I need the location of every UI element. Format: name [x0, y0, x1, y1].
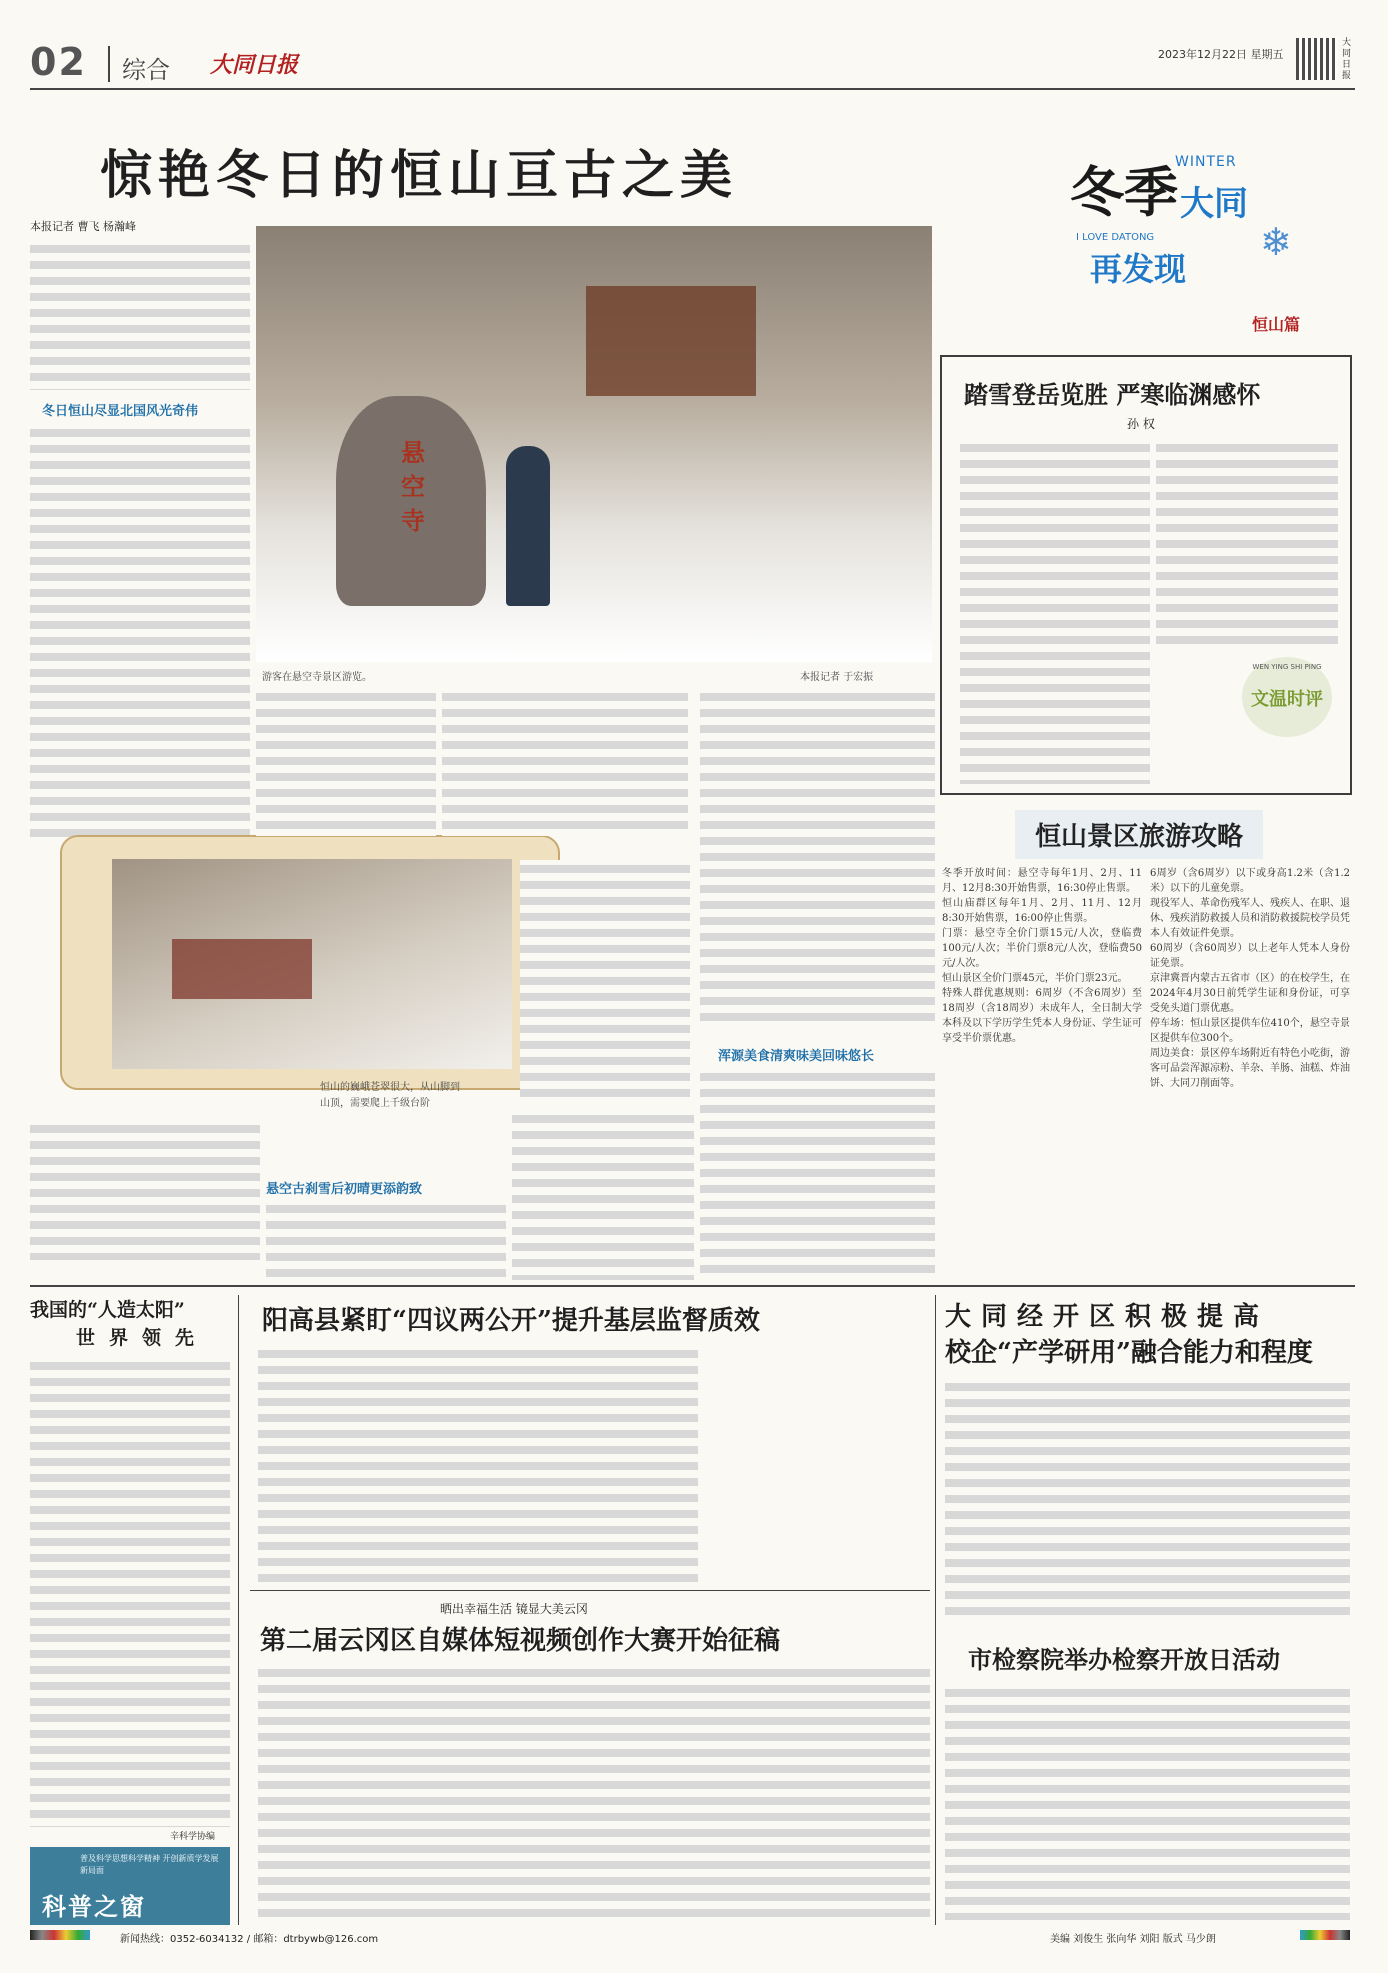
- body-text-block: [30, 1120, 260, 1260]
- article-procuratorate-text: [945, 1684, 1350, 1920]
- body-text-block: [700, 1068, 935, 1280]
- guide-line: 停车场：恒山景区提供车位410个，悬空寺景区提供车位300个。: [1150, 1018, 1350, 1044]
- footer-color-bar: [1300, 1930, 1350, 1940]
- byline: 本报记者 曹飞 杨瀚峰: [30, 220, 136, 233]
- kepu-title: 科普之窗: [42, 1892, 146, 1921]
- logo-en-bottom: I LOVE DATONG: [1076, 232, 1155, 243]
- winter-datong-logo: [1040, 140, 1340, 290]
- footer-staff: 美编 刘俊生 张向华 刘阳 版式 马少朗: [1050, 1934, 1216, 1945]
- commentary-author: 孙 权: [1127, 417, 1155, 431]
- scroll-caption: 恒山的巍峨苍翠很大，从山脚到山顶，需要爬上千级台阶: [320, 1082, 460, 1109]
- guide-line: 周边美食：景区停车场附近有特色小吃街，游客可品尝浑源凉粉、羊杂、羊肠、油糕、炸油饼、大同刀削面等。: [1150, 1048, 1350, 1089]
- body-text-block: [30, 424, 250, 840]
- article-kaifa-title-line1: 大同经开区积极提高: [945, 1302, 1270, 1332]
- guide-line: 京津冀晋内蒙古五省市（区）的在校学生，在2024年4月30日前凭学生证和身份证，可享受免头道门票优惠。: [1150, 973, 1350, 1014]
- body-text-block: [700, 688, 935, 1028]
- column-divider: [935, 1295, 936, 1925]
- photo-credit: 本报记者 于宏振: [800, 672, 874, 683]
- subhead-hanging-temple: 悬空古刹雪后初晴更添韵致: [266, 1182, 423, 1197]
- footer-hotline: 新闻热线：0352-6034132 / 邮箱：dtrbywb@126.com: [120, 1934, 379, 1945]
- logo-en-top: WINTER: [1175, 154, 1237, 170]
- series-label: 恒山篇: [1252, 315, 1301, 334]
- commentary-text: [960, 439, 1150, 784]
- science-column: [30, 1295, 230, 1925]
- guide-line: 特殊人群优惠规则：6周岁（不含6周岁）至18周岁（含18周岁）未成年人，全日制大学本科及以下学历学生凭本人身份证、学生证可享受半价票优惠。: [942, 988, 1142, 1044]
- visitor-figure: [506, 446, 550, 606]
- body-text-block: [256, 688, 436, 836]
- scroll-frame: [60, 835, 560, 1090]
- science-source: 辛科学协编: [170, 1832, 216, 1842]
- kepu-subtitle: 普及科学思想科学精神 开创新质学发展新局面: [80, 1854, 219, 1875]
- body-text-block: [30, 240, 250, 390]
- commentary-text: [1156, 439, 1338, 649]
- article-procuratorate-title: 市检察院举办检察开放日活动: [968, 1645, 1280, 1674]
- logo-title: 冬季: [1070, 160, 1178, 224]
- section-name: 综合: [122, 56, 170, 84]
- page-number: 02: [30, 40, 87, 84]
- travel-guide-title: 恒山景区旅游攻略: [1015, 810, 1263, 859]
- guide-line: 冬季开放时间：悬空寺每年1月、2月、11月、12月8:30开始售票，16:30停止售票。: [942, 868, 1142, 894]
- temple-structure: [586, 286, 756, 396]
- photo-caption: 游客在悬空寺景区游览。: [262, 672, 372, 683]
- commentary-box: [940, 355, 1352, 795]
- travel-guide-box: [940, 866, 1352, 1278]
- column-divider: [238, 1295, 239, 1925]
- subhead-winter-scenery: 冬日恒山尽显北国风光奇伟: [42, 404, 199, 419]
- article-kaifa-title-line2: 校企“产学研用”融合能力和程度: [945, 1338, 1313, 1368]
- science-text: [30, 1357, 230, 1827]
- article-yanggao-title: 阳高县紧盯“四议两公开”提升基层监督质效: [262, 1306, 760, 1336]
- qr-code-icon[interactable]: [1296, 38, 1338, 80]
- qr-label: 大同日报: [1342, 38, 1352, 81]
- logo-tag: 再发现: [1090, 250, 1187, 288]
- brand-logo: 大同日报: [210, 52, 299, 78]
- snowflake-icon: ❄: [1260, 220, 1292, 264]
- guide-col-2: [1150, 866, 1350, 1278]
- guide-line: 门票：悬空寺全价门票15元/人次，登临费100元/人次；半价门票8元/人次，登临费50元/人次。: [942, 928, 1142, 969]
- article-yungang-title: 第二届云冈区自媒体短视频创作大赛开始征稿: [260, 1626, 781, 1656]
- body-text-block: [512, 1110, 694, 1280]
- guide-line: 恒山庙群区每年1月、2月、11月、12月8:30开始售票，16:00停止售票。: [942, 898, 1142, 924]
- guide-line: 现役军人、革命伤残军人、残疾人、在职、退休、残疾消防救援人员和消防救援院校学员凭本人有效证件免票。: [1150, 898, 1350, 939]
- article-yanggao-text: [258, 1345, 698, 1585]
- badge-en: WEN YING SHI PING: [1252, 663, 1322, 671]
- footer-color-bar: [30, 1930, 90, 1940]
- guide-line: 恒山景区全价门票45元，半价门票23元。: [942, 973, 1128, 984]
- body-text-block: [266, 1200, 506, 1280]
- guide-line: 60周岁（含60周岁）以上老年人凭本人身份证免票。: [1150, 943, 1350, 969]
- subhead-local-food: 浑源美食清爽味美回味悠长: [718, 1049, 875, 1064]
- science-title-line2: 世界领先: [76, 1327, 209, 1349]
- kepu-banner: [30, 1847, 230, 1925]
- badge-label: 文温时评: [1251, 689, 1323, 710]
- issue-date: 2023年12月22日 星期五: [1158, 48, 1284, 61]
- commentary-title: 踏雪登岳览胜 严寒临渊感怀: [964, 380, 1261, 409]
- header-rule: [30, 88, 1355, 90]
- guide-col-1: [942, 866, 1142, 1278]
- logo-city: 大同: [1180, 184, 1248, 224]
- science-title-line1: 我国的“人造太阳”: [30, 1299, 185, 1321]
- temple-structure: [172, 939, 312, 999]
- article-yungang-kicker: 晒出幸福生活 镜显大美云冈: [440, 1602, 588, 1616]
- guide-line: 6周岁（含6周岁）以下或身高1.2米（含1.2米）以下的儿童免票。: [1150, 868, 1350, 894]
- article-divider: [250, 1590, 930, 1591]
- article-kaifa-text: [945, 1378, 1350, 1618]
- hanging-temple-photo: [256, 226, 932, 662]
- body-text-block: [520, 860, 690, 1100]
- header-divider: [108, 46, 110, 82]
- commentary-badge: [1242, 657, 1332, 737]
- stone-inscription: 悬空寺: [401, 438, 425, 535]
- main-headline: 惊艳冬日的恒山亘古之美: [100, 145, 739, 206]
- section-rule: [30, 1285, 1355, 1287]
- body-text-block: [442, 688, 688, 836]
- mountain-temple-photo: [112, 859, 512, 1069]
- article-yungang-text: [258, 1664, 930, 1920]
